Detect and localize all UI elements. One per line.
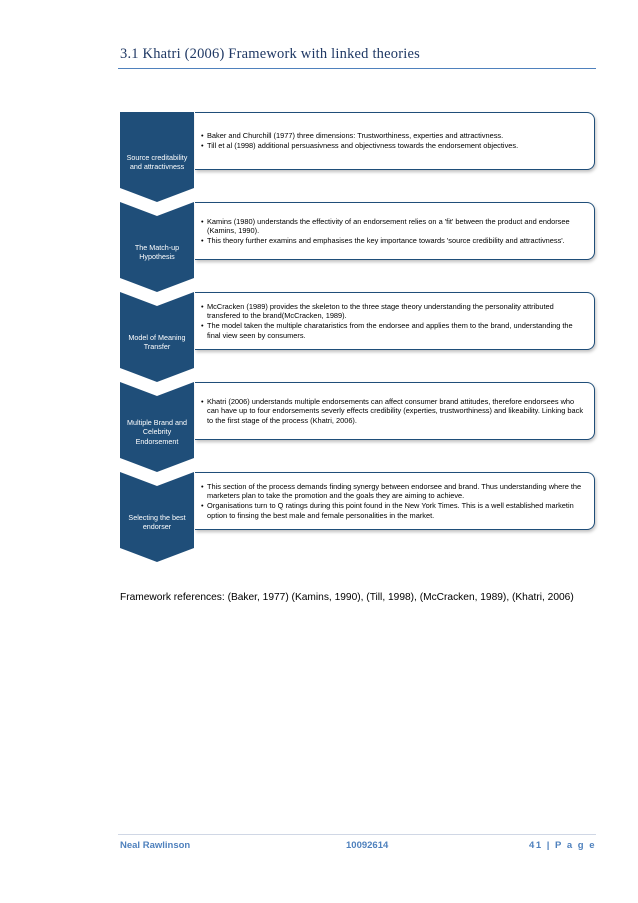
step-bullet: • Kamins (1980) understands the effectivity of an endorsement relies on a 'fit' between the product and endorsee (Kamins, 1990). xyxy=(201,217,588,236)
footer-author: Neal Rawlinson xyxy=(120,840,191,851)
step-bullet: • Till et al (1998) additional persuasivness and objectivness towards the endorsement objectives. xyxy=(201,141,588,151)
framework-step xyxy=(120,202,596,292)
step-description-box xyxy=(195,202,595,260)
step-description-box xyxy=(195,382,595,440)
page-title: 3.1 Khatri (2006) Framework with linked theories xyxy=(120,46,420,62)
step-description-box xyxy=(195,292,595,350)
step-bullet: • Organisations turn to Q ratings during this point found in the New York Times. This is a well established marketin option to finsing the best male and female personalities in the market. xyxy=(201,501,588,520)
step-bullet: • This theory further examins and emphasises the key importance towards 'source credibility and attractivness'. xyxy=(201,236,588,246)
framework-step xyxy=(120,472,596,562)
step-bullet: • Khatri (2006) understands multiple endorsements can affect consumer brand attitudes, therefore endorsees who can have up to four endorsements severly effects credibility (experties, trustworthiness) and likeability. Linking back to the first stage of the process (Khatri, 2006). xyxy=(201,397,588,426)
step-bullet: • McCracken (1989) provides the skeleton to the three stage theory understanding the personality attributed transfered to the brand(McCracken, 1989). xyxy=(201,302,588,321)
step-label: Source creditability and attractivness xyxy=(126,152,188,171)
footer-student-id: 10092614 xyxy=(346,840,389,851)
step-description-box xyxy=(195,472,595,530)
step-label: Selecting the best endorser xyxy=(128,512,186,531)
step-description-box xyxy=(195,112,595,170)
framework-step xyxy=(120,292,596,382)
step-bullet: • The model taken the multiple charataristics from the endorsee and applies them to the brand, understanding the final view seen by consumers. xyxy=(201,321,588,340)
framework-step xyxy=(120,382,596,472)
footer-rule xyxy=(118,834,596,835)
step-label: Model of Meaning Transfer xyxy=(128,332,186,351)
framework-references: Framework references: (Baker, 1977) (Kamins, 1990), (Till, 1998), (McCracken, 1989), (Khatri, 2006) xyxy=(120,592,574,603)
footer-page-number: 41 | P a g e xyxy=(529,840,596,851)
framework-step xyxy=(120,112,596,202)
title-rule xyxy=(118,68,596,69)
step-bullet: • Baker and Churchill (1977) three dimensions: Trustworthiness, experties and attractivness. xyxy=(201,131,588,141)
step-bullet: • This section of the process demands finding synergy between endorsee and brand. Thus understanding where the marketers plan to take the promotion and the goals they are aiming to achieve. xyxy=(201,482,588,501)
step-label: The Match-up Hypothesis xyxy=(134,242,180,261)
step-label: Multiple Brand and Celebrity Endorsement xyxy=(127,417,187,446)
